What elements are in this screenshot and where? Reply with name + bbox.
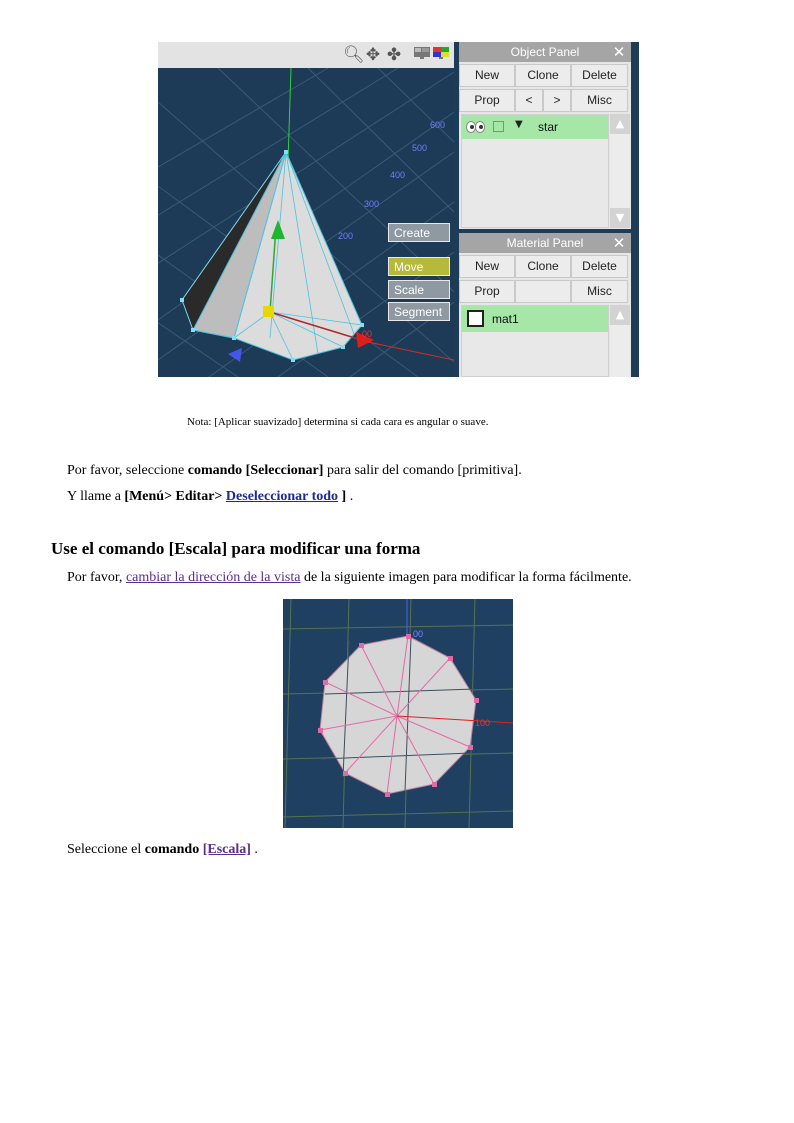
axis-label: 200 [338,231,354,241]
object-prop-button[interactable]: Prop [459,89,515,112]
bold-text: [Menú> Editar> [124,489,226,504]
text: Por favor, seleccione [67,463,188,478]
scale-button[interactable]: Scale [388,280,450,299]
material-panel [459,233,631,377]
object-prev-button[interactable]: < [515,89,543,112]
paragraph [67,462,522,480]
axis-label: 400 [390,170,406,180]
scroll-down-icon[interactable]: ▼ [610,208,630,228]
bold-text: ] [338,489,347,504]
axis-label: 00 [413,629,424,639]
list-item[interactable] [462,115,608,139]
material-list [461,305,609,377]
axis-label: 300 [364,199,380,209]
move-button[interactable]: Move [388,257,450,276]
material-misc-button[interactable]: Misc [571,280,628,303]
scroll-up-icon[interactable]: ▲ [610,305,630,325]
close-icon[interactable]: ✕ [612,234,626,252]
section-heading: Use el comando [Escala] para modificar una forma [51,539,421,558]
change-view-link[interactable]: cambiar la dirección de la vista [125,570,301,585]
bold-text: comando [144,842,203,857]
text: . [250,842,258,857]
note-caption: Nota: [Aplicar suavizado] determina si cada cara es angular o suave. [187,416,489,428]
text: . [346,489,354,504]
text: para salir del comando [primitiva]. [323,463,522,478]
top-view-scene [283,599,513,828]
text: Y llame a [67,489,125,504]
text: Seleccione el [67,842,145,857]
lock-checkbox[interactable] [493,121,504,132]
object-name: star [538,120,559,134]
object-next-button[interactable]: > [543,89,571,112]
object-clone-button[interactable]: Clone [515,64,571,87]
move-arrows-icon[interactable]: ✥ [365,45,381,65]
material-delete-button[interactable]: Delete [571,255,628,278]
magnifier-icon[interactable]: 🔍︎ [343,45,365,65]
object-panel [459,42,631,229]
deselect-all-link[interactable]: Deseleccionar todo [225,489,339,504]
paragraph [67,488,353,506]
app-screenshot [158,42,639,377]
scale-command-link[interactable]: [Escala] [202,842,251,857]
close-icon[interactable]: ✕ [612,43,626,61]
bold-text: comando [Seleccionar] [187,463,324,478]
object-list-scrollbar[interactable] [610,114,630,228]
object-misc-button[interactable]: Misc [571,89,628,112]
viewport-scene [158,42,454,377]
material-name: mat1 [492,312,519,326]
rotate-arrows-icon[interactable]: ✤ [386,45,402,65]
text: Por favor, [67,570,126,585]
expand-triangle-icon[interactable]: ▼ [515,119,523,130]
color-grid-icon[interactable] [432,45,450,65]
object-list [461,114,609,228]
paragraph [67,841,258,859]
segment-button[interactable]: Segment [388,302,450,321]
axis-label: 00 [362,329,373,339]
axis-label: 100 [475,718,491,728]
visibility-eye-icon[interactable] [466,121,486,133]
object-panel-title: Object Panel [510,45,580,59]
paragraph [67,569,632,587]
material-list-scrollbar[interactable] [610,305,630,377]
axis-label: 500 [412,143,428,153]
material-new-button[interactable]: New [459,255,515,278]
viewport-toolbar [158,42,454,68]
text: de la siguiente imagen para modificar la forma fácilmente. [300,570,632,585]
object-panel-header [459,42,631,62]
object-delete-button[interactable]: Delete [571,64,628,87]
list-item[interactable] [462,306,608,332]
blank-slot [515,280,571,303]
3d-viewport[interactable] [158,42,454,377]
scroll-up-icon[interactable]: ▲ [610,114,630,134]
material-panel-title: Material Panel [506,236,584,250]
monitor-icon[interactable] [413,45,431,65]
material-clone-button[interactable]: Clone [515,255,571,278]
material-prop-button[interactable]: Prop [459,280,515,303]
create-button[interactable]: Create [388,223,450,242]
object-new-button[interactable]: New [459,64,515,87]
material-panel-header [459,233,631,253]
top-view-screenshot [283,599,513,828]
axis-label: 600 [430,120,446,130]
material-color-swatch[interactable] [467,310,484,327]
